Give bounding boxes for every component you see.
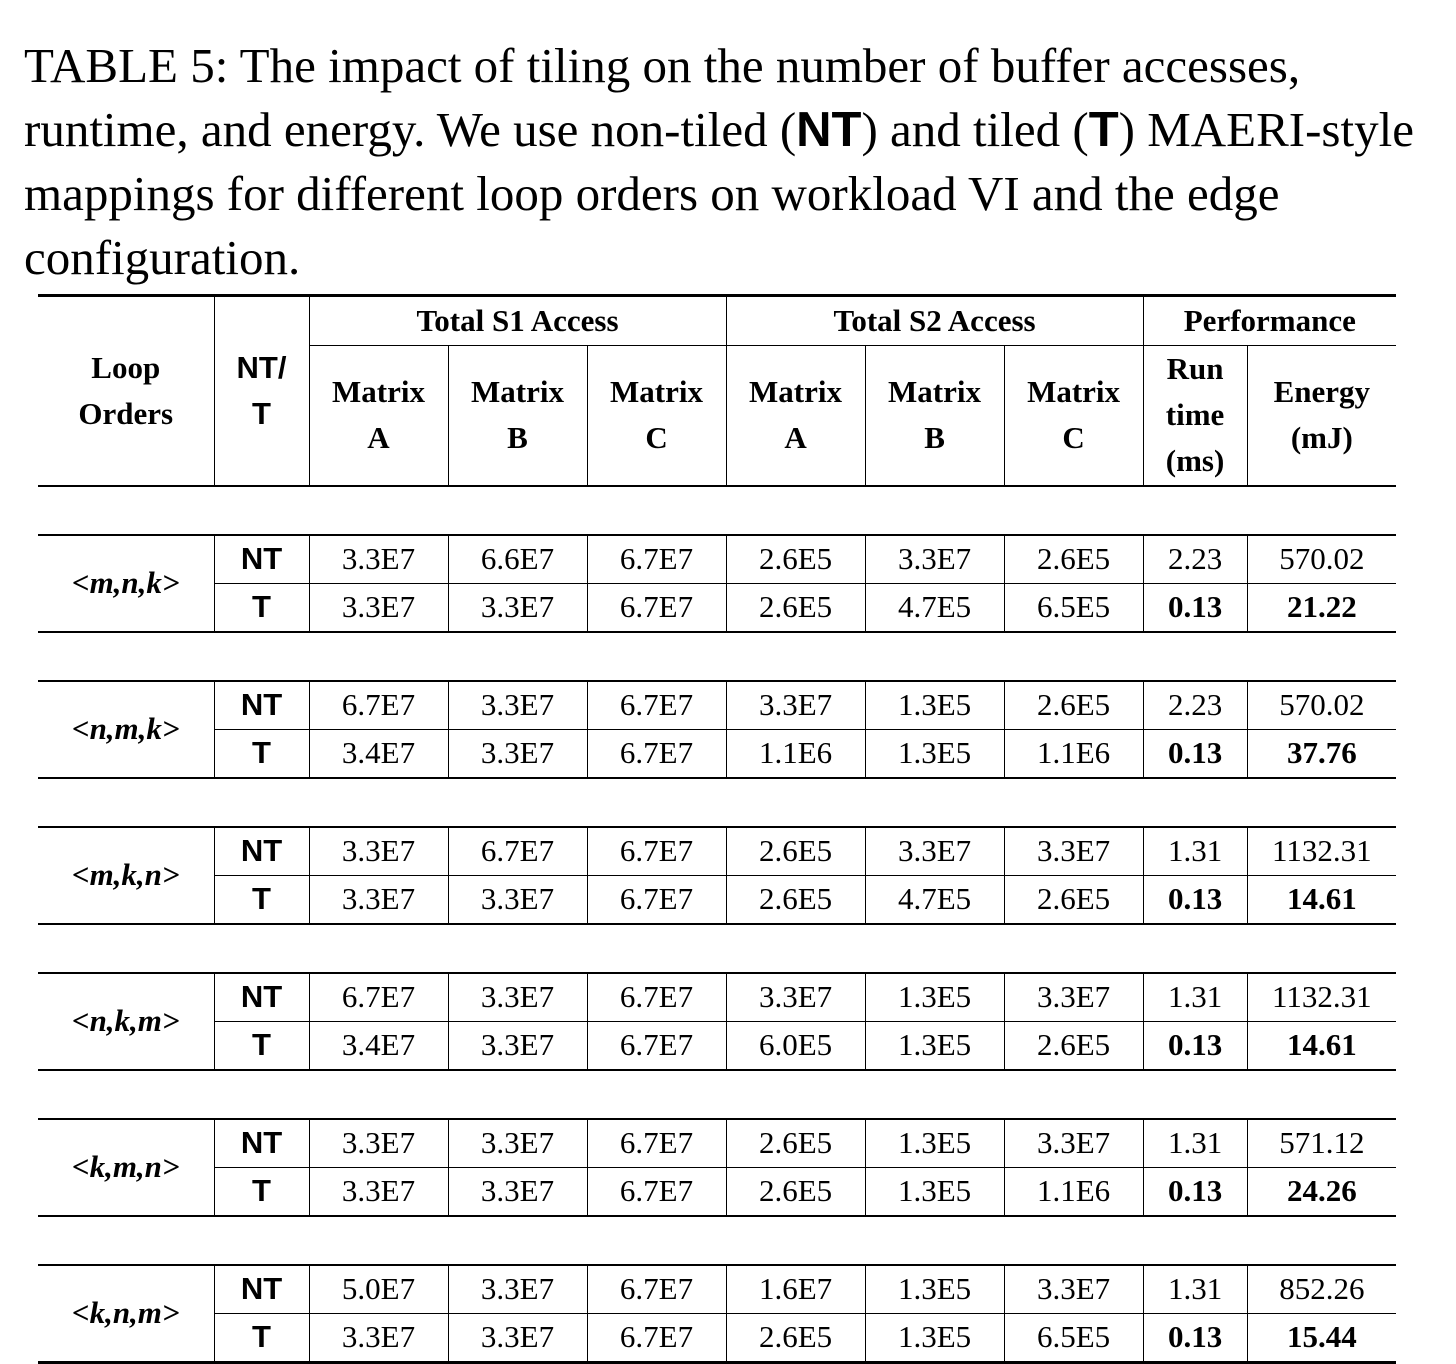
table-cell: 2.6E5	[726, 583, 865, 632]
header-runtime: Run time (ms)	[1143, 346, 1247, 486]
header-matrix-a: Matrix A	[726, 346, 865, 486]
table-cell: 6.5E5	[1004, 583, 1143, 632]
table-cell: 1.3E5	[865, 1167, 1004, 1216]
table-cell: 6.7E7	[587, 875, 726, 924]
header-matrix-a: Matrix A	[309, 346, 448, 486]
results-table	[38, 294, 1396, 1364]
loop-order-cell: <k,m,n>	[71, 1149, 180, 1184]
table-cell: 24.26	[1247, 1167, 1396, 1216]
table-cell: 6.7E7	[448, 827, 587, 876]
table-cell: 21.22	[1247, 583, 1396, 632]
loop-order-cell: <k,n,m>	[71, 1295, 180, 1330]
nt-label-cell: NT	[214, 681, 309, 730]
table-cell: 1.31	[1143, 973, 1247, 1022]
table-cell: 2.6E5	[726, 1313, 865, 1362]
table-cell: 571.12	[1247, 1119, 1396, 1168]
table-cell: 2.6E5	[726, 1167, 865, 1216]
table-cell: 1.31	[1143, 1119, 1247, 1168]
table-cell: 1.3E5	[865, 1021, 1004, 1070]
table-cell: 3.3E7	[448, 875, 587, 924]
table-cell: 3.3E7	[309, 583, 448, 632]
table-cell: 1.1E6	[1004, 729, 1143, 778]
table-row	[38, 535, 1396, 584]
table-cell: 3.4E7	[309, 1021, 448, 1070]
table-cell: 0.13	[1143, 1021, 1247, 1070]
table-cell: 6.5E5	[1004, 1313, 1143, 1362]
table-cell: 3.3E7	[448, 1119, 587, 1168]
table-cell: 2.23	[1143, 681, 1247, 730]
nt-label-cell: NT	[214, 535, 309, 584]
table-cell: 3.3E7	[448, 1021, 587, 1070]
table-cell: 0.13	[1143, 583, 1247, 632]
table-cell: 3.3E7	[309, 1313, 448, 1362]
caption-nt: NT	[796, 102, 862, 157]
table-cell: 2.6E5	[1004, 535, 1143, 584]
table-cell: 6.7E7	[587, 1265, 726, 1314]
table-cell: 6.7E7	[587, 973, 726, 1022]
table-cell: 2.6E5	[1004, 1021, 1143, 1070]
table-cell: 4.7E5	[865, 875, 1004, 924]
caption-text: ) and tiled (	[861, 101, 1089, 157]
table-cell: 570.02	[1247, 681, 1396, 730]
table-cell: 3.3E7	[1004, 827, 1143, 876]
table-cell: 37.76	[1247, 729, 1396, 778]
table-cell: 3.3E7	[309, 1167, 448, 1216]
table-cell: 14.61	[1247, 1021, 1396, 1070]
row-group-separator	[38, 1216, 1396, 1265]
table-cell: 2.6E5	[726, 827, 865, 876]
table-cell: 2.6E5	[1004, 875, 1143, 924]
table-cell: 6.7E7	[587, 1313, 726, 1362]
table-cell: 3.3E7	[448, 1167, 587, 1216]
table-cell: 6.7E7	[587, 1021, 726, 1070]
caption-text: ) MAERI-style mappings for different loop orders on workload VI and the edge configuration.	[24, 101, 1414, 285]
table-row	[38, 681, 1396, 730]
table-cell: 3.3E7	[448, 1265, 587, 1314]
table-cell: 6.7E7	[587, 681, 726, 730]
table-cell: 6.6E7	[448, 535, 587, 584]
table-cell: 3.3E7	[1004, 1119, 1143, 1168]
table-row	[38, 729, 1396, 778]
table-row	[38, 583, 1396, 632]
loop-order-cell: <n,m,k>	[71, 711, 180, 746]
table-row	[38, 1167, 1396, 1216]
table-cell: 3.4E7	[309, 729, 448, 778]
loop-order-cell: <m,k,n>	[71, 857, 180, 892]
table-cell: 6.7E7	[309, 681, 448, 730]
table-row	[38, 1119, 1396, 1168]
table-cell: 570.02	[1247, 535, 1396, 584]
loop-order-cell: <m,n,k>	[71, 565, 180, 600]
table-cell: 2.6E5	[1004, 681, 1143, 730]
table-cell: 3.3E7	[726, 681, 865, 730]
table-caption	[24, 34, 1444, 289]
table-cell: 6.0E5	[726, 1021, 865, 1070]
table-cell: 3.3E7	[865, 535, 1004, 584]
table-cell: 1.3E5	[865, 681, 1004, 730]
table-row	[38, 1265, 1396, 1314]
t-label-cell: T	[214, 1167, 309, 1216]
table-cell: 1132.31	[1247, 827, 1396, 876]
table-cell: 1.3E5	[865, 1119, 1004, 1168]
table-cell: 6.7E7	[587, 729, 726, 778]
header-group-s1: Total S1 Access	[309, 296, 726, 346]
table-row	[38, 827, 1396, 876]
table-cell: 1.1E6	[726, 729, 865, 778]
header-group-performance: Performance	[1143, 296, 1396, 346]
row-group-separator	[38, 486, 1396, 535]
table-cell: 0.13	[1143, 1167, 1247, 1216]
table-cell: 0.13	[1143, 875, 1247, 924]
table-cell: 4.7E5	[865, 583, 1004, 632]
table-cell: 3.3E7	[865, 827, 1004, 876]
table-cell: 1.3E5	[865, 729, 1004, 778]
table-cell: 6.7E7	[309, 973, 448, 1022]
header-group-s2: Total S2 Access	[726, 296, 1143, 346]
header-matrix-b: Matrix B	[865, 346, 1004, 486]
table-cell: 2.6E5	[726, 535, 865, 584]
table-cell: 1.3E5	[865, 1313, 1004, 1362]
nt-label-cell: NT	[214, 1265, 309, 1314]
header-nt-t: NT/ T	[214, 296, 309, 486]
table-cell: 3.3E7	[1004, 1265, 1143, 1314]
table-cell: 6.7E7	[587, 1119, 726, 1168]
table-cell: 1.3E5	[865, 1265, 1004, 1314]
table-cell: 1.1E6	[1004, 1167, 1143, 1216]
table-cell: 852.26	[1247, 1265, 1396, 1314]
caption-text: TABLE 5: The impact of tiling on the number of buffer accesses, runtime, and energy. We use non-tiled (	[24, 38, 1301, 157]
table-row	[38, 1313, 1396, 1362]
table-cell: 3.3E7	[448, 583, 587, 632]
header-matrix-b: Matrix B	[448, 346, 587, 486]
table-cell: 3.3E7	[448, 1313, 587, 1362]
header-energy: Energy (mJ)	[1247, 346, 1396, 486]
t-label-cell: T	[214, 729, 309, 778]
table-cell: 1.31	[1143, 827, 1247, 876]
t-label-cell: T	[214, 1313, 309, 1362]
table-cell: 15.44	[1247, 1313, 1396, 1362]
table-cell: 3.3E7	[448, 973, 587, 1022]
table-cell: 2.23	[1143, 535, 1247, 584]
table-cell: 14.61	[1247, 875, 1396, 924]
table-row	[38, 875, 1396, 924]
row-group-separator	[38, 778, 1396, 827]
table-cell: 1132.31	[1247, 973, 1396, 1022]
caption-t: T	[1088, 102, 1119, 157]
table-cell: 3.3E7	[309, 875, 448, 924]
table-cell: 3.3E7	[309, 535, 448, 584]
t-label-cell: T	[214, 583, 309, 632]
nt-label-cell: NT	[214, 973, 309, 1022]
row-group-separator	[38, 632, 1396, 681]
table-cell: 3.3E7	[309, 827, 448, 876]
table-row	[38, 1021, 1396, 1070]
loop-order-cell: <n,k,m>	[71, 1003, 180, 1038]
table-cell: 1.3E5	[865, 973, 1004, 1022]
table-row	[38, 973, 1396, 1022]
table-cell: 2.6E5	[726, 875, 865, 924]
header-matrix-c: Matrix C	[587, 346, 726, 486]
nt-label-cell: NT	[214, 827, 309, 876]
nt-label-cell: NT	[214, 1119, 309, 1168]
row-group-separator	[38, 924, 1396, 973]
table-cell: 3.3E7	[309, 1119, 448, 1168]
row-group-separator	[38, 1070, 1396, 1119]
table-cell: 3.3E7	[1004, 973, 1143, 1022]
header-loop-orders: Loop Orders	[78, 349, 174, 431]
table-cell: 6.7E7	[587, 827, 726, 876]
table-cell: 1.6E7	[726, 1265, 865, 1314]
table-cell: 3.3E7	[448, 681, 587, 730]
t-label-cell: T	[214, 875, 309, 924]
table-body	[38, 486, 1396, 1363]
header-matrix-c: Matrix C	[1004, 346, 1143, 486]
table-cell: 1.31	[1143, 1265, 1247, 1314]
table-cell: 6.7E7	[587, 535, 726, 584]
t-label-cell: T	[214, 1021, 309, 1070]
table-cell: 5.0E7	[309, 1265, 448, 1314]
table-cell: 6.7E7	[587, 1167, 726, 1216]
table-cell: 3.3E7	[448, 729, 587, 778]
table-cell: 6.7E7	[587, 583, 726, 632]
table-cell: 0.13	[1143, 729, 1247, 778]
table-cell: 3.3E7	[726, 973, 865, 1022]
table-cell: 2.6E5	[726, 1119, 865, 1168]
table-cell: 0.13	[1143, 1313, 1247, 1362]
